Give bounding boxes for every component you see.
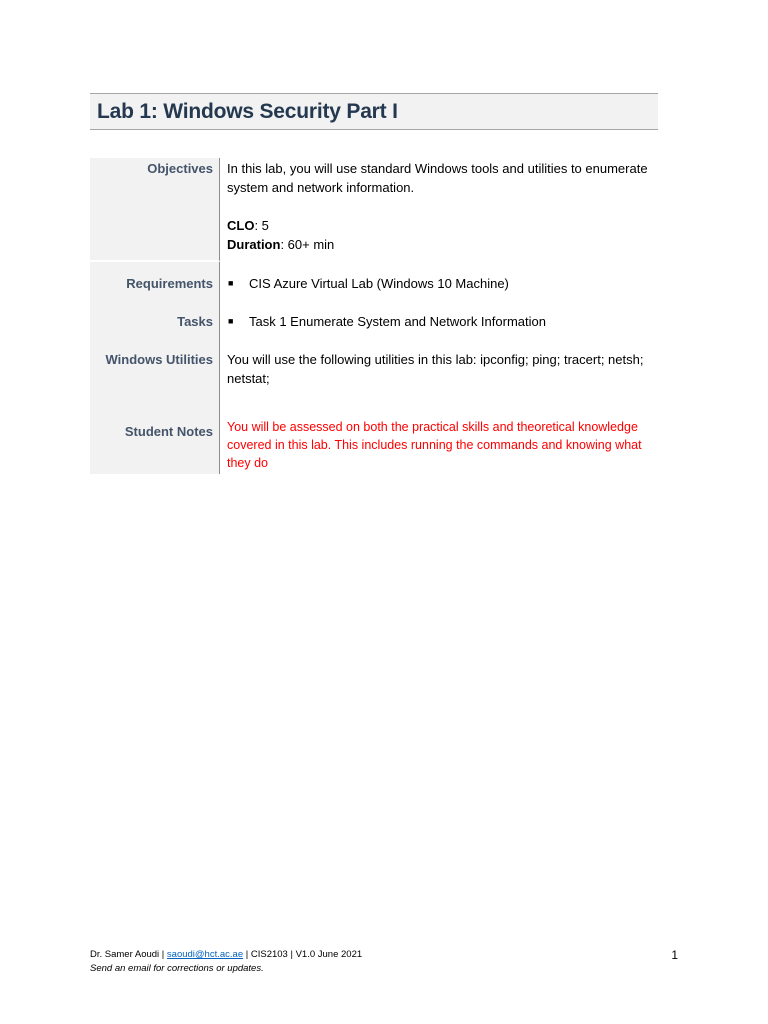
duration-line [227, 235, 658, 254]
student-notes-row [90, 414, 658, 474]
requirement-text: CIS Azure Virtual Lab (Windows 10 Machine) [249, 276, 509, 291]
lab-info-table [90, 158, 658, 474]
list-item [227, 312, 658, 331]
footer-author-line [90, 948, 678, 962]
footer-author: Dr. Samer Aoudi | [90, 949, 167, 960]
list-item [227, 274, 658, 293]
student-notes-text: You will be assessed on both the practical skills and theoretical knowledge covered in this lab. This includes running the commands and knowing what they do [227, 420, 642, 470]
page-title: Lab 1: Windows Security Part I [97, 99, 398, 123]
utilities-text: You will use the following utilities in this lab: ipconfig; ping; tracert; netsh; netstat; [227, 352, 644, 386]
square-bullet-icon: ■ [228, 278, 234, 288]
objectives-label: Objectives [147, 161, 213, 176]
utilities-label-cell [90, 338, 220, 414]
objectives-value-cell [220, 158, 658, 262]
square-bullet-icon: ■ [228, 316, 234, 326]
student-notes-label: Student Notes [124, 424, 213, 439]
tasks-value-cell [220, 300, 658, 338]
utilities-row [90, 338, 658, 414]
objectives-spacer [227, 197, 658, 216]
utilities-label: Windows Utilities [105, 352, 213, 367]
objectives-text: In this lab, you will use standard Windows tools and utilities to enumerate system and network information. [227, 161, 648, 195]
utilities-value-cell [220, 338, 658, 414]
objectives-row [90, 158, 658, 262]
footer-course: | CIS2103 | V1.0 June 2021 [243, 949, 363, 960]
requirements-label: Requirements [126, 276, 213, 291]
clo-line [227, 216, 658, 235]
clo-value: : 5 [254, 218, 269, 233]
duration-value: : 60+ min [280, 237, 335, 252]
duration-label: Duration [227, 237, 281, 252]
requirements-label-cell [90, 262, 220, 300]
tasks-label: Tasks [177, 314, 213, 329]
requirements-value-cell [220, 262, 658, 300]
student-notes-value-cell [220, 414, 658, 474]
footer-note: Send an email for corrections or updates. [90, 963, 264, 974]
page-footer [90, 948, 678, 976]
page-number: 1 [671, 948, 678, 962]
title-bar [90, 93, 658, 130]
objectives-label-cell [90, 158, 220, 262]
student-notes-label-cell [90, 414, 220, 474]
tasks-label-cell [90, 300, 220, 338]
task-text: Task 1 Enumerate System and Network Information [249, 314, 546, 329]
requirements-row [90, 262, 658, 300]
clo-label: CLO [227, 218, 255, 233]
tasks-row [90, 300, 658, 338]
email-link[interactable]: saoudi@hct.ac.ae [166, 949, 244, 960]
